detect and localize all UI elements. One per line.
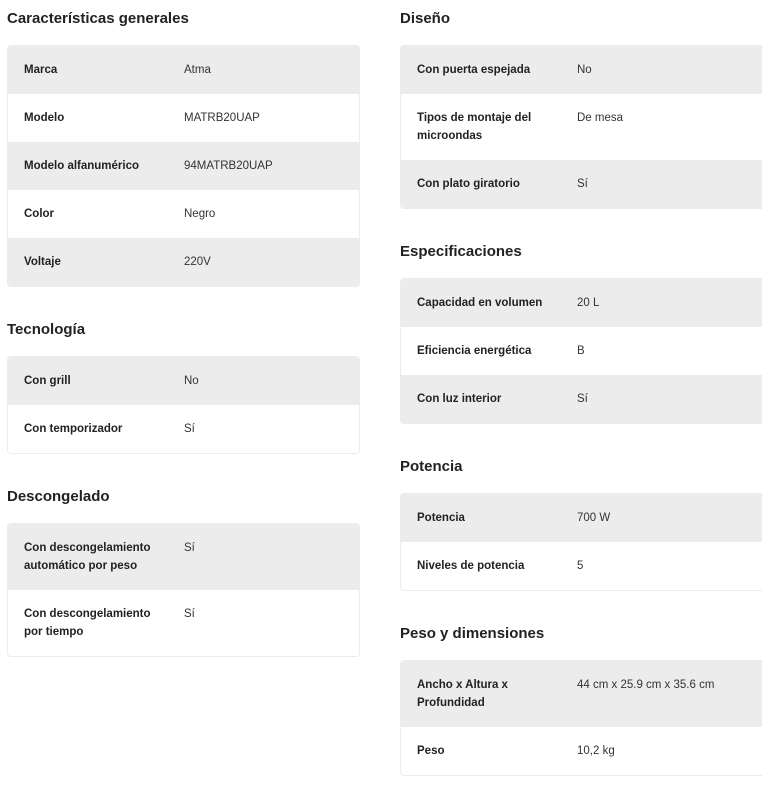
spec-value: Sí <box>184 542 195 554</box>
spec-label: Con descongelamiento por tiempo <box>24 608 151 638</box>
spec-label: Modelo alfanumérico <box>24 160 140 172</box>
spec-value: 5 <box>577 560 584 572</box>
table-row <box>8 142 359 190</box>
spec-label: Color <box>24 208 55 220</box>
section-title: Descongelado <box>7 488 110 505</box>
potencia-section <box>400 457 762 591</box>
table-row <box>8 357 359 405</box>
peso-dimensiones-section <box>400 624 762 776</box>
spec-label: Con plato giratorio <box>417 178 520 190</box>
spec-label: Ancho x Altura x Profundidad <box>417 679 508 709</box>
table-row <box>8 590 359 656</box>
spec-value: 44 cm x 25.9 cm x 35.6 cm <box>577 679 715 691</box>
specs-table <box>400 660 762 776</box>
table-row <box>8 190 359 238</box>
section-title: Especificaciones <box>400 243 522 260</box>
spec-value: Sí <box>577 178 588 190</box>
table-row <box>401 46 762 94</box>
table-row <box>401 327 762 375</box>
specs-table <box>400 493 762 591</box>
table-row <box>401 661 762 727</box>
specs-table <box>7 356 360 454</box>
table-row <box>8 94 359 142</box>
spec-value: B <box>577 345 585 357</box>
table-row <box>401 94 762 160</box>
table-row <box>401 494 762 542</box>
section-title: Características generales <box>7 10 189 27</box>
spec-value: 94MATRB20UAP <box>184 160 273 172</box>
spec-value: 700 W <box>577 512 611 524</box>
spec-label: Capacidad en volumen <box>417 297 543 309</box>
table-row <box>401 727 762 775</box>
spec-label: Niveles de potencia <box>417 560 525 572</box>
section-title: Peso y dimensiones <box>400 625 545 642</box>
spec-label: Con puerta espejada <box>417 64 531 76</box>
spec-value: De mesa <box>577 112 624 124</box>
spec-label: Marca <box>24 64 58 76</box>
especificaciones-section <box>400 242 762 424</box>
spec-label: Con grill <box>24 375 71 387</box>
table-row <box>401 375 762 423</box>
table-row <box>8 524 359 590</box>
section-title: Diseño <box>400 10 451 27</box>
spec-value: 220V <box>184 256 211 268</box>
table-row <box>8 238 359 286</box>
spec-label: Tipos de montaje del microondas <box>417 112 532 142</box>
caracteristicas-generales-section <box>7 9 360 287</box>
spec-value: MATRB20UAP <box>184 112 260 124</box>
specs-table <box>7 523 360 657</box>
spec-label: Modelo <box>24 112 65 124</box>
section-title: Tecnología <box>7 321 86 338</box>
section-title: Potencia <box>400 458 463 475</box>
spec-value: Atma <box>184 64 211 76</box>
diseno-section <box>400 9 762 209</box>
spec-label: Con descongelamiento automático por peso <box>24 542 151 572</box>
spec-value: 10,2 kg <box>577 745 615 757</box>
descongelado-section <box>7 487 360 657</box>
spec-value: Sí <box>184 608 195 620</box>
spec-value: Negro <box>184 208 216 220</box>
tecnologia-section <box>7 320 360 454</box>
spec-value: Sí <box>577 393 588 405</box>
spec-label: Con temporizador <box>24 423 123 435</box>
table-row <box>8 46 359 94</box>
spec-value: Sí <box>184 423 195 435</box>
spec-label: Con luz interior <box>417 393 502 405</box>
spec-label: Potencia <box>417 512 465 524</box>
spec-value: No <box>184 375 199 387</box>
table-row <box>8 405 359 453</box>
table-row <box>401 160 762 208</box>
specs-table <box>400 45 762 209</box>
spec-label: Peso <box>417 745 445 757</box>
table-row <box>401 279 762 327</box>
spec-value: No <box>577 64 592 76</box>
spec-label: Eficiencia energética <box>417 345 532 357</box>
spec-value: 20 L <box>577 297 600 309</box>
specs-table <box>400 278 762 424</box>
spec-label: Voltaje <box>24 256 61 268</box>
specs-table <box>7 45 360 287</box>
table-row <box>401 542 762 590</box>
